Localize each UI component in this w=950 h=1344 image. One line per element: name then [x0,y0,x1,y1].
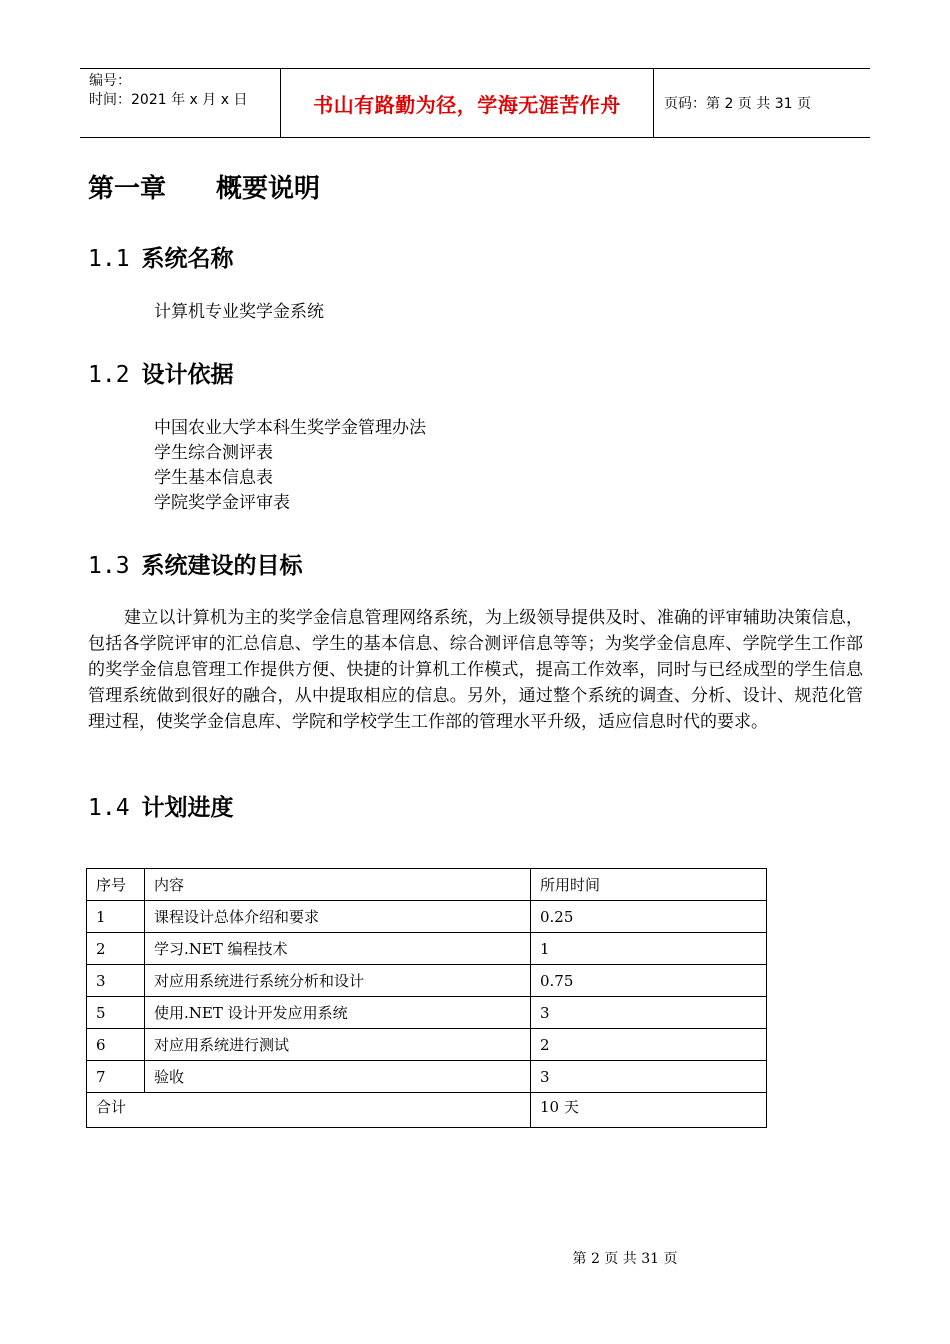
list-item: 学生基本信息表 [154,468,273,488]
table-cell: 3 [531,1061,767,1093]
header-motto: 书山有路勤为径，学海无涯苦作舟 [281,69,654,137]
table-header-row [87,869,767,901]
chapter-title: 概要说明 [216,174,321,204]
section-number: 1.3 [88,553,130,579]
table-cell: 0.75 [531,965,767,997]
header-number-label: 编号： [89,73,131,89]
chapter-heading [88,168,320,205]
table-row [87,933,767,965]
list-item: 学生综合测评表 [154,443,273,463]
system-name-block [154,300,324,325]
section-number: 1.4 [88,795,130,821]
page-footer [0,1248,950,1268]
table-cell: 3 [87,965,145,997]
table-row [87,901,767,933]
section-heading-1-3 [88,547,303,580]
table-cell: 6 [87,1029,145,1061]
table-cell: 验收 [145,1061,531,1093]
section-heading-1-1 [88,240,234,273]
table-row [87,1029,767,1061]
footer-page-number: 第 2 页 共 31 页 [572,1251,678,1267]
table-cell: 1 [531,933,767,965]
chapter-number: 第一章 [88,174,167,204]
page-header [80,68,870,138]
section-number: 1.1 [88,246,130,272]
table-cell: 3 [531,997,767,1029]
plan-table [86,868,767,1128]
goal-paragraph: 建立以计算机为主的奖学金信息管理网络系统，为上级领导提供及时、准确的评审辅助决策信息，包括各学院评审的汇总信息、学生的基本信息、综合测评信息等等；为奖学金信息库、学院学生工作部的奖学金信息管理工作提供方便、快捷的计算机工作模式，提高工作效率，同时与已经成型的学生信息管理系统做到很好的融合，从中提取相应的信息。另外，通过整个系统的调查、分析、设计、规范化管理过程，使奖学金信息库、学院和学校学生工作部的管理水平升级，适应信息时代的要求。 [88,608,863,732]
table-cell: 对应用系统进行测试 [145,1029,531,1061]
table-cell: 5 [87,997,145,1029]
table-cell: 学习.NET 编程技术 [145,933,531,965]
table-cell: 对应用系统进行系统分析和设计 [145,965,531,997]
section-heading-1-2 [88,356,234,389]
list-item: 中国农业大学本科生奖学金管理办法 [154,418,426,438]
total-value: 10 天 [531,1093,767,1128]
table-row [87,965,767,997]
section-title: 系统建设的目标 [141,553,303,579]
table-cell: 使用.NET 设计开发应用系统 [145,997,531,1029]
table-row [87,1061,767,1093]
section-title: 计划进度 [141,795,234,821]
basis-list [154,416,426,516]
table-cell: 1 [87,901,145,933]
section-heading-1-4 [88,789,234,822]
table-row [87,997,767,1029]
header-meta [80,69,281,137]
table-cell: 2 [87,933,145,965]
table-cell: 0.25 [531,901,767,933]
total-label: 合计 [87,1093,531,1128]
header-cell: 内容 [145,869,531,901]
list-item: 学院奖学金评审表 [154,493,290,513]
system-name: 计算机专业奖学金系统 [154,302,324,322]
section-number: 1.2 [88,362,130,388]
table-total-row [87,1093,767,1128]
header-page-info: 页码：第 2 页 共 31 页 [664,96,811,112]
table-cell: 7 [87,1061,145,1093]
table-cell: 课程设计总体介绍和要求 [145,901,531,933]
section-title: 系统名称 [141,246,234,272]
header-cell: 序号 [87,869,145,901]
table-cell: 2 [531,1029,767,1061]
section-title: 设计依据 [141,362,234,388]
header-cell: 所用时间 [531,869,767,901]
header-time-label: 时间：2021 年 x 月 x 日 [89,92,248,108]
